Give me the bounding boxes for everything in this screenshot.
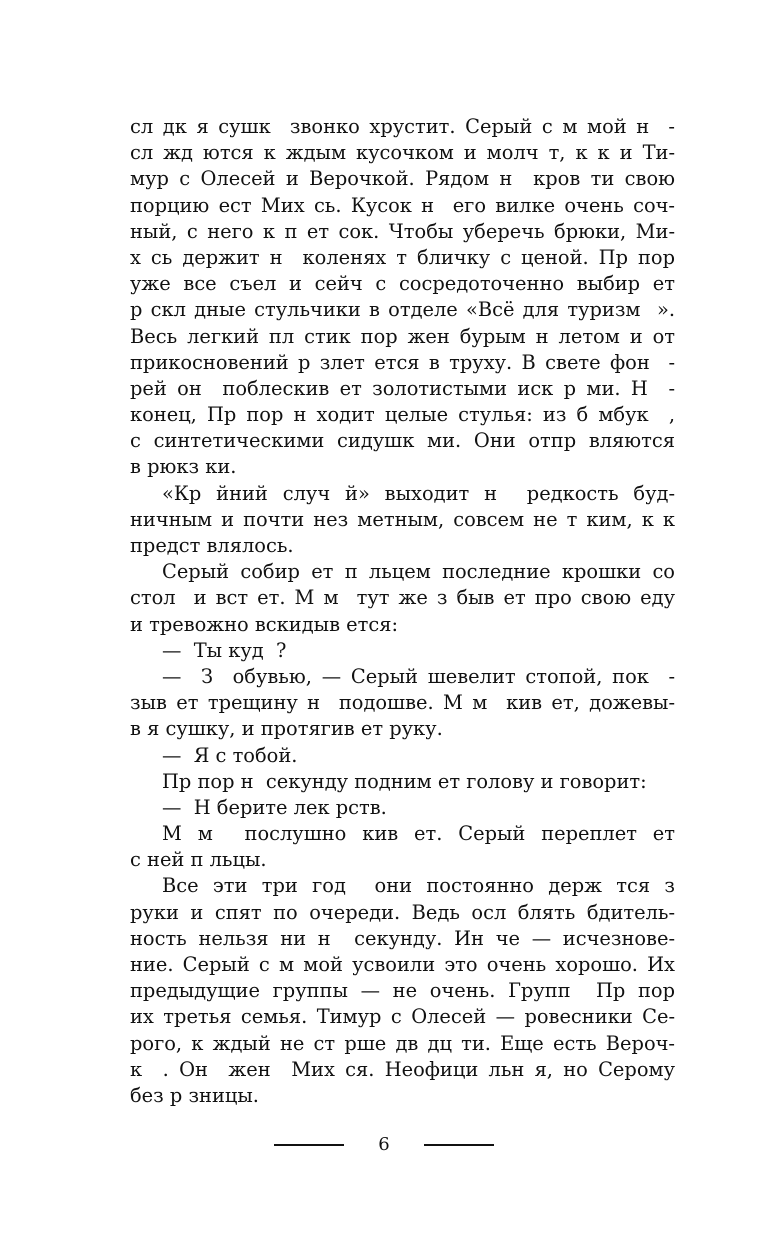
text-line: сл жд ются к ждым кусочком и молч т, к к и Ти- (130, 141, 675, 165)
page-footer (0, 1134, 768, 1156)
text-line: ние. Серый с м мой усвоили это очень хорошо. Их (130, 953, 675, 976)
text-line: прикосновений р злет ется в труху. В свете фон - (130, 350, 675, 374)
text-line: — З обувью, — Серый шевелит стопой, пок - (162, 664, 675, 688)
page-number: 6 (378, 1134, 390, 1155)
text-line: х сь держит н коленях т бличку с ценой. Пр пор (130, 245, 675, 269)
text-line: руки и спят по очереди. Ведь осл блять бдитель- (130, 900, 675, 924)
text-line: рого, к ждый не ст рше дв дц ти. Еще есть Вероч- (130, 1031, 675, 1055)
text-line: к . Он жен Мих ся. Неофици льн я, но Серому (130, 1057, 675, 1081)
text-line: без р зницы. (130, 1083, 259, 1107)
text-line: — Я с тобой. (162, 743, 298, 767)
text-line: рей он поблескив ет золотистыми иск р ми. Н - (130, 376, 675, 400)
text-line: ный, с него к п ет сок. Чтобы уберечь брюки, Ми- (130, 219, 675, 243)
text-line: Серый собир ет п льцем последние крошки со (162, 560, 675, 584)
text-line: ничным и почти нез метным, совсем не т ким, к к (130, 507, 675, 531)
footer-rule-right (424, 1144, 494, 1146)
text-line: с ней п льцы. (130, 848, 267, 872)
text-line: в рюкз ки. (130, 455, 237, 479)
body-text (130, 114, 675, 1109)
text-line: их третья семья. Тимур с Олесей — ровесники Се- (130, 1005, 675, 1029)
text-line: порцию ест Мих сь. Кусок н его вилке очень соч- (130, 193, 675, 217)
text-line: и тревожно вскидыв ется: (130, 612, 398, 636)
text-line: мур с Олесей и Верочкой. Рядом н кров ти свою (130, 167, 675, 191)
text-line: — Н берите лек рств. (162, 795, 387, 819)
text-line: стол и вст ет. М м тут же з быв ет про свою еду (130, 586, 675, 610)
text-line: р скл дные стульчики в отделе «Всё для туризм ». (130, 298, 675, 322)
text-line: предыдущие группы — не очень. Групп Пр пор (130, 979, 675, 1003)
text-line: предст влялось. (130, 534, 294, 557)
footer-rule-left (274, 1144, 344, 1146)
text-line: Пр пор н секунду подним ет голову и говорит: (162, 769, 647, 793)
text-line: «Кр йний случ й» выходит н редкость буд- (162, 481, 675, 505)
text-line: М м послушно кив ет. Серый переплет ет (162, 822, 675, 846)
text-line: Весь легкий пл стик пор жен бурым н летом и от (130, 324, 675, 348)
text-line: в я сушку, и протягив ет руку. (130, 717, 443, 741)
text-line: конец, Пр пор н ходит целые стулья: из б мбук , (130, 403, 675, 427)
text-line: зыв ет трещину н подошве. М м кив ет, дожевы- (130, 691, 675, 715)
text-line: уже все съел и сейч с сосредоточенно выбир ет (130, 272, 675, 296)
text-line: Все эти три год они постоянно держ тся з (162, 874, 675, 898)
text-line: — Ты куд ? (162, 638, 287, 662)
text-line: ность нельзя ни н секунду. Ин че — исчезнове- (130, 926, 675, 950)
text-line: сл дк я сушк звонко хрустит. Серый с м мой н - (130, 115, 675, 138)
text-line: с синтетическими сидушк ми. Они отпр вляются (130, 429, 675, 453)
